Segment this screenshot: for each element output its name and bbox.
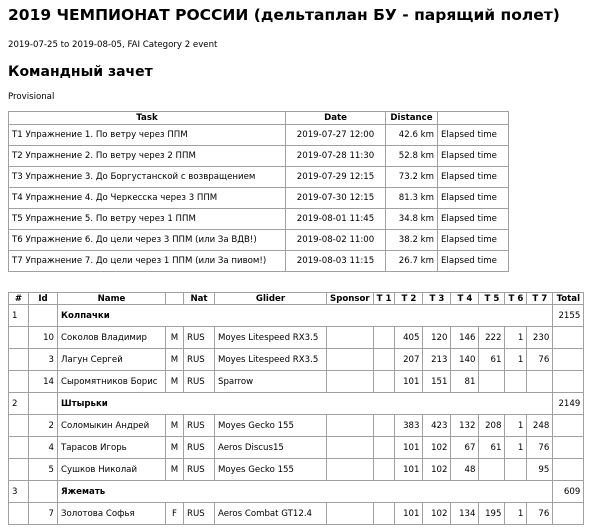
pilot-score-t2: 101 — [395, 371, 423, 393]
pilot-name: Лагун Сергей — [58, 349, 166, 371]
pilot-nat: RUS — [184, 415, 215, 437]
pilot-score-t1 — [373, 503, 395, 525]
task-row — [9, 167, 509, 188]
pilot-score-t7 — [527, 371, 553, 393]
pilot-score-t5 — [479, 459, 505, 481]
task-row — [9, 146, 509, 167]
task-date: 2019-07-28 11:30 — [286, 146, 386, 167]
pilot-row — [9, 459, 584, 481]
pilot-sex: M — [166, 349, 184, 371]
col-task: Task — [9, 112, 286, 125]
pilot-score-t2: 101 — [395, 459, 423, 481]
pilot-score-t7: 76 — [527, 503, 553, 525]
pilot-glider: Aeros Combat GT12.4 — [215, 503, 327, 525]
task-name: T7 Упражнение 7. До цели через 1 ППМ (или За пивом!) — [9, 251, 286, 272]
pilot-sponsor — [327, 503, 374, 525]
pilot-id: 10 — [29, 327, 58, 349]
task-type: Elapsed time — [438, 125, 509, 146]
pilot-rank — [9, 503, 29, 525]
pilot-score-t4: 67 — [451, 437, 479, 459]
col-total: Total — [553, 293, 584, 305]
pilot-sponsor — [327, 371, 374, 393]
pilot-glider: Moyes Litespeed RX3.5 — [215, 327, 327, 349]
pilot-nat: RUS — [184, 459, 215, 481]
team-total: 2149 — [553, 393, 584, 415]
pilot-id: 3 — [29, 349, 58, 371]
task-name: T3 Упражнение 3. До Боргустанской с возвращением — [9, 167, 286, 188]
task-distance: 73.2 km — [386, 167, 438, 188]
task-distance: 52.8 km — [386, 146, 438, 167]
pilot-row — [9, 437, 584, 459]
pilot-score-t2: 207 — [395, 349, 423, 371]
pilot-total — [553, 437, 584, 459]
task-type: Elapsed time — [438, 188, 509, 209]
status-label: Provisional — [8, 92, 55, 102]
pilot-id: 2 — [29, 415, 58, 437]
task-distance: 42.6 km — [386, 125, 438, 146]
pilot-sex: M — [166, 459, 184, 481]
pilot-name: Золотова Софья — [58, 503, 166, 525]
pilot-glider: Moyes Gecko 155 — [215, 459, 327, 481]
pilot-score-t4: 81 — [451, 371, 479, 393]
pilot-sponsor — [327, 437, 374, 459]
results-body — [9, 305, 584, 525]
pilot-id: 14 — [29, 371, 58, 393]
pilot-score-t6: 1 — [505, 437, 527, 459]
task-name: T1 Упражнение 1. По ветру через ППМ — [9, 125, 286, 146]
pilot-glider: Moyes Litespeed RX3.5 — [215, 349, 327, 371]
task-name: T5 Упражнение 5. По ветру через 1 ППМ — [9, 209, 286, 230]
team-spacer — [29, 393, 58, 415]
pilot-score-t7: 95 — [527, 459, 553, 481]
pilot-score-t3: 423 — [423, 415, 451, 437]
pilot-score-t3: 213 — [423, 349, 451, 371]
page-title: 2019 ЧЕМПИОНАТ РОССИИ (дельтаплан БУ - парящий полет) — [8, 6, 560, 24]
pilot-score-t7: 230 — [527, 327, 553, 349]
col-glider: Glider — [215, 293, 327, 305]
pilot-row — [9, 349, 584, 371]
pilot-rank — [9, 327, 29, 349]
tasks-body — [9, 125, 509, 272]
pilot-sponsor — [327, 327, 374, 349]
pilot-score-t4: 140 — [451, 349, 479, 371]
pilot-score-t6 — [505, 371, 527, 393]
pilot-score-t6: 1 — [505, 327, 527, 349]
pilot-score-t1 — [373, 371, 395, 393]
pilot-score-t7: 76 — [527, 437, 553, 459]
task-type: Elapsed time — [438, 230, 509, 251]
pilot-id: 4 — [29, 437, 58, 459]
pilot-total — [553, 371, 584, 393]
pilot-score-t3: 102 — [423, 459, 451, 481]
pilot-score-t5: 61 — [479, 349, 505, 371]
pilot-rank — [9, 459, 29, 481]
pilot-score-t7: 248 — [527, 415, 553, 437]
pilot-id: 5 — [29, 459, 58, 481]
pilot-score-t5: 208 — [479, 415, 505, 437]
pilot-score-t1 — [373, 437, 395, 459]
col-distance: Distance — [386, 112, 438, 125]
task-date: 2019-08-02 11:00 — [286, 230, 386, 251]
pilot-score-t2: 405 — [395, 327, 423, 349]
pilot-nat: RUS — [184, 437, 215, 459]
pilot-score-t5: 222 — [479, 327, 505, 349]
pilot-score-t2: 101 — [395, 437, 423, 459]
task-date: 2019-08-03 11:15 — [286, 251, 386, 272]
pilot-score-t3: 120 — [423, 327, 451, 349]
pilot-score-t4: 146 — [451, 327, 479, 349]
pilot-score-t4: 134 — [451, 503, 479, 525]
col-t7: T 7 — [527, 293, 553, 305]
pilot-sponsor — [327, 459, 374, 481]
col-id: Id — [29, 293, 58, 305]
team-spacer — [29, 481, 58, 503]
task-date: 2019-07-30 12:15 — [286, 188, 386, 209]
pilot-score-t1 — [373, 327, 395, 349]
pilot-rank — [9, 415, 29, 437]
task-type: Elapsed time — [438, 146, 509, 167]
pilot-score-t2: 383 — [395, 415, 423, 437]
pilot-score-t5: 195 — [479, 503, 505, 525]
task-distance: 26.7 km — [386, 251, 438, 272]
col-t4: T 4 — [451, 293, 479, 305]
pilot-nat: RUS — [184, 371, 215, 393]
pilot-name: Соломыкин Андрей — [58, 415, 166, 437]
task-date: 2019-08-01 11:45 — [286, 209, 386, 230]
team-name: Колпачки — [58, 305, 553, 327]
pilot-score-t5: 61 — [479, 437, 505, 459]
col-sex — [166, 293, 184, 305]
task-name: T6 Упражнение 6. До цели через 3 ППМ (или За ВДВ!) — [9, 230, 286, 251]
col-date: Date — [286, 112, 386, 125]
pilot-glider: Sparrow — [215, 371, 327, 393]
task-type: Elapsed time — [438, 167, 509, 188]
task-type: Elapsed time — [438, 251, 509, 272]
pilot-score-t6: 1 — [505, 415, 527, 437]
pilot-score-t4: 132 — [451, 415, 479, 437]
tasks-table — [8, 111, 509, 272]
team-rank: 2 — [9, 393, 29, 415]
results-table — [8, 292, 584, 525]
results-header-row — [9, 293, 584, 305]
pilot-total — [553, 327, 584, 349]
event-dates: 2019-07-25 to 2019-08-05, FAI Category 2 event — [8, 40, 218, 50]
task-row — [9, 251, 509, 272]
team-total: 2155 — [553, 305, 584, 327]
pilot-score-t5 — [479, 371, 505, 393]
pilot-row — [9, 371, 584, 393]
col-t2: T 2 — [395, 293, 423, 305]
pilot-sex: M — [166, 415, 184, 437]
pilot-score-t1 — [373, 415, 395, 437]
pilot-name: Тарасов Игорь — [58, 437, 166, 459]
pilot-row — [9, 327, 584, 349]
task-date: 2019-07-27 12:00 — [286, 125, 386, 146]
task-name: T2 Упражнение 2. По ветру через 2 ППМ — [9, 146, 286, 167]
pilot-name: Сушков Николай — [58, 459, 166, 481]
pilot-row — [9, 415, 584, 437]
pilot-total — [553, 415, 584, 437]
task-distance: 81.3 km — [386, 188, 438, 209]
pilot-total — [553, 349, 584, 371]
pilot-name: Сыромятников Борис — [58, 371, 166, 393]
pilot-total — [553, 459, 584, 481]
pilot-score-t6: 1 — [505, 349, 527, 371]
team-name: Яжемать — [58, 481, 553, 503]
pilot-id: 7 — [29, 503, 58, 525]
col-sponsor: Sponsor — [327, 293, 374, 305]
col-t1: T 1 — [373, 293, 395, 305]
pilot-score-t3: 151 — [423, 371, 451, 393]
pilot-sex: F — [166, 503, 184, 525]
col-name: Name — [58, 293, 166, 305]
task-row — [9, 188, 509, 209]
task-distance: 34.8 km — [386, 209, 438, 230]
pilot-score-t7: 76 — [527, 349, 553, 371]
col-t6: T 6 — [505, 293, 527, 305]
pilot-score-t3: 102 — [423, 437, 451, 459]
task-date: 2019-07-29 12:15 — [286, 167, 386, 188]
pilot-score-t1 — [373, 459, 395, 481]
team-name: Штырьки — [58, 393, 553, 415]
task-row — [9, 125, 509, 146]
pilot-glider: Moyes Gecko 155 — [215, 415, 327, 437]
team-row — [9, 481, 584, 503]
team-spacer — [29, 305, 58, 327]
pilot-score-t6 — [505, 459, 527, 481]
team-rank: 3 — [9, 481, 29, 503]
team-total: 609 — [553, 481, 584, 503]
pilot-rank — [9, 371, 29, 393]
pilot-rank — [9, 349, 29, 371]
pilot-name: Соколов Владимир — [58, 327, 166, 349]
col-nat: Nat — [184, 293, 215, 305]
pilot-score-t1 — [373, 349, 395, 371]
team-rank: 1 — [9, 305, 29, 327]
tasks-header-row — [9, 112, 509, 125]
pilot-nat: RUS — [184, 349, 215, 371]
pilot-total — [553, 503, 584, 525]
task-row — [9, 230, 509, 251]
pilot-glider: Aeros Discus15 — [215, 437, 327, 459]
col-task-type — [438, 112, 509, 125]
pilot-sex: M — [166, 437, 184, 459]
pilot-score-t6: 1 — [505, 503, 527, 525]
task-type: Elapsed time — [438, 209, 509, 230]
task-name: T4 Упражнение 4. До Черкесска через 3 ППМ — [9, 188, 286, 209]
pilot-sponsor — [327, 349, 374, 371]
col-t5: T 5 — [479, 293, 505, 305]
task-row — [9, 209, 509, 230]
team-row — [9, 305, 584, 327]
section-heading: Командный зачет — [8, 64, 153, 80]
col-t3: T 3 — [423, 293, 451, 305]
pilot-row — [9, 503, 584, 525]
pilot-sponsor — [327, 415, 374, 437]
pilot-rank — [9, 437, 29, 459]
pilot-nat: RUS — [184, 503, 215, 525]
pilot-score-t4: 48 — [451, 459, 479, 481]
task-distance: 38.2 km — [386, 230, 438, 251]
pilot-sex: M — [166, 371, 184, 393]
team-row — [9, 393, 584, 415]
pilot-score-t3: 102 — [423, 503, 451, 525]
col-rank: # — [9, 293, 29, 305]
pilot-score-t2: 101 — [395, 503, 423, 525]
pilot-sex: M — [166, 327, 184, 349]
pilot-nat: RUS — [184, 327, 215, 349]
